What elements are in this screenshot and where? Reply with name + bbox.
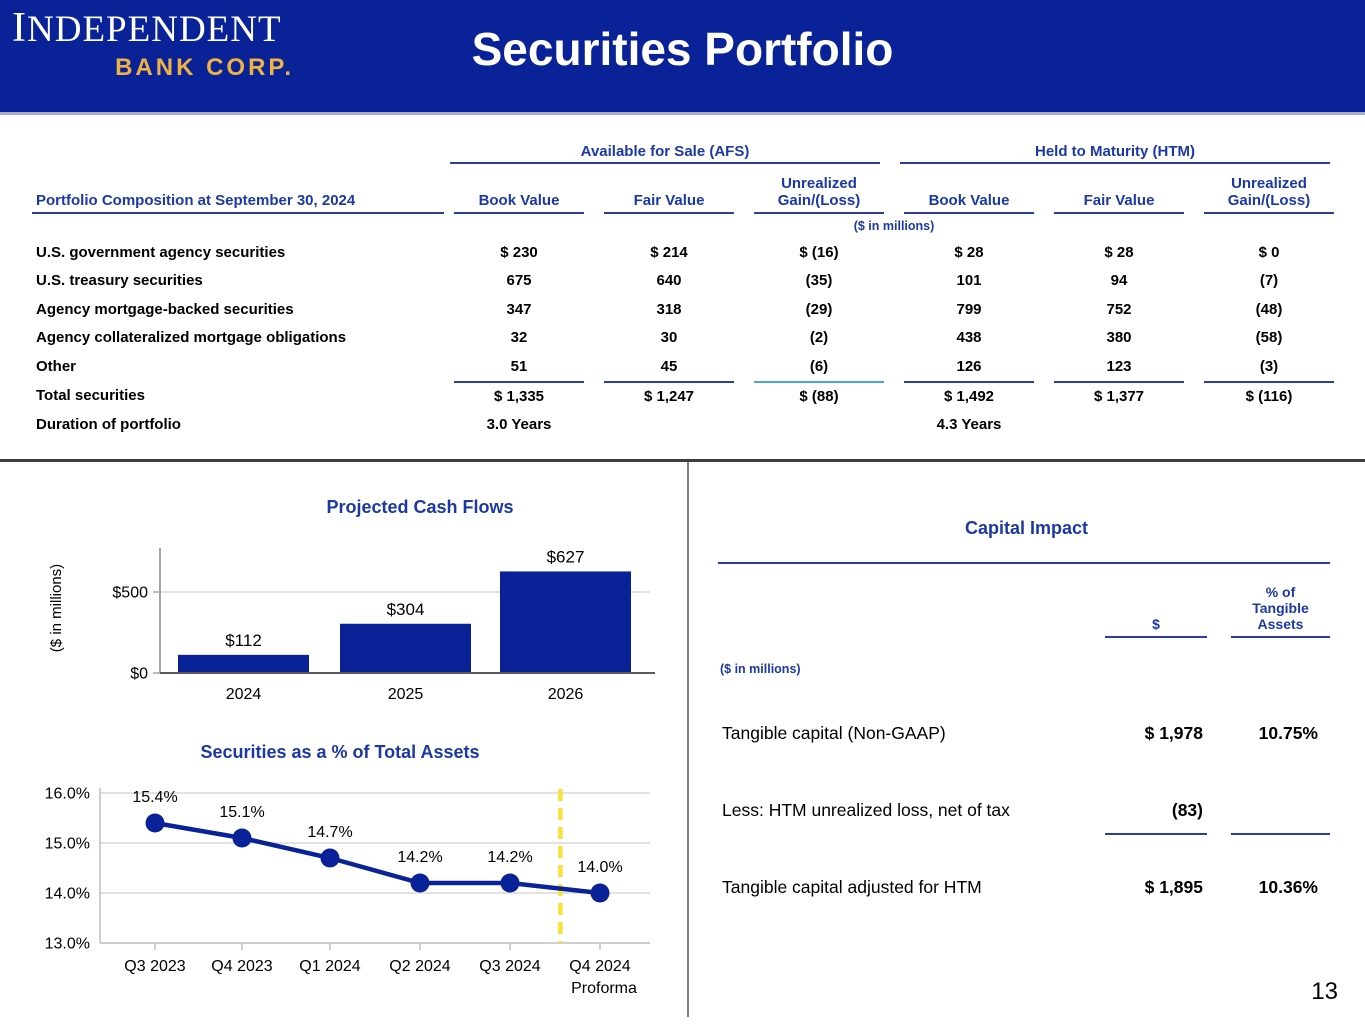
bar-chart-canvas (30, 523, 685, 718)
cell-value: $ 230 (500, 243, 538, 261)
capital-subtotal-rule-pct (1231, 833, 1330, 835)
point-value-label: 14.2% (487, 849, 533, 866)
x-category-label: Q4 2023 (211, 958, 273, 975)
cell-value: 126 (956, 357, 982, 375)
cell-value: 30 (660, 329, 678, 347)
logo-initial: I (12, 5, 27, 51)
y-tick-label: $0 (130, 665, 148, 683)
capital-col-header-pct-text (1252, 584, 1309, 632)
spacer (744, 410, 894, 439)
cell-value: 640 (656, 272, 682, 290)
capital-row-pct: 10.36% (1258, 877, 1318, 897)
spacer (1194, 410, 1344, 439)
capital-row-label: Tangible capital adjusted for HTM (722, 877, 982, 897)
cell-value: 94 (1110, 272, 1128, 290)
col-header-htm-fair: Fair Value (1054, 164, 1184, 214)
total-value: $ (88) (754, 381, 884, 410)
cell-value: $ 28 (1104, 243, 1134, 261)
y-tick-label: 14.0% (44, 885, 90, 903)
cell-value: 51 (510, 357, 528, 375)
cell-value: (3) (1259, 357, 1279, 375)
cell-value: (29) (805, 300, 833, 318)
pct-line2: Tangible (1252, 600, 1309, 616)
point-value-label: 14.7% (307, 824, 353, 841)
cell-value: $ 0 (1258, 243, 1280, 261)
cell-value: 799 (956, 300, 982, 318)
x-category-label: Q3 2024 (479, 958, 541, 975)
cell-value: $ 214 (650, 243, 688, 261)
x-category-label: Q3 2023 (124, 958, 186, 975)
duration-afs: 3.0 Years (486, 415, 552, 433)
bar-value-label: $112 (225, 630, 262, 650)
col-header-afs-book: Book Value (454, 164, 584, 214)
total-value: $ 1,377 (1054, 381, 1184, 410)
col-header-htm-unreal: Unrealized Gain/(Loss) (1204, 164, 1334, 214)
portfolio-composition-table (32, 138, 1344, 439)
capital-impact-title: Capital Impact (964, 518, 1089, 538)
line-chart-canvas (30, 772, 685, 1024)
x-category-label: Q4 2024 (569, 958, 631, 975)
point-value-label: 14.2% (397, 849, 443, 866)
spacer (594, 410, 744, 439)
total-value: $ 1,335 (454, 381, 584, 410)
capital-top-rule (718, 562, 1330, 564)
series-line (155, 823, 600, 893)
spacer (32, 214, 444, 238)
y-tick-label: 15.0% (44, 835, 90, 853)
y-tick-label: 16.0% (44, 785, 90, 803)
bar-value-label: $627 (546, 547, 585, 567)
data-point-q2-2024 (411, 874, 430, 893)
data-point-q4-2024 (591, 884, 610, 903)
cell-value: (48) (1255, 300, 1283, 318)
cell-value: 123 (1106, 357, 1132, 375)
x-category-label: 2026 (547, 686, 584, 703)
cell-value: 438 (956, 329, 982, 347)
cell-value: (6) (809, 357, 829, 375)
data-point-q4-2023 (233, 829, 252, 848)
row-label: Agency collateralized mortgage obligations (36, 329, 347, 347)
col-header-afs-fair: Fair Value (604, 164, 734, 214)
spacer (1044, 410, 1194, 439)
cell-value: 675 (506, 272, 532, 290)
projected-cash-flows-chart (30, 495, 685, 725)
capital-impact-panel (688, 462, 1365, 1022)
capital-row-dollar: (83) (1171, 800, 1203, 820)
pct-line3: Assets (1257, 616, 1304, 632)
cell-value: 380 (1106, 329, 1132, 347)
y-tick-label: $500 (112, 584, 148, 602)
row-label: U.S. treasury securities (36, 272, 203, 290)
page-title: Securities Portfolio (471, 23, 894, 75)
x-category-sublabel: Proforma (571, 980, 637, 997)
duration-row-label: Duration of portfolio (36, 415, 181, 433)
spacer (32, 138, 444, 164)
x-category-label: Q2 2024 (389, 958, 451, 975)
bar-chart-y-axis-label: ($ in millions) (48, 563, 65, 653)
logo-rest: NDEPENDENT (27, 9, 282, 50)
capital-units-note: ($ in millions) (720, 662, 801, 676)
units-note: ($ in millions) (853, 219, 935, 233)
bar-value-label: $304 (386, 599, 425, 619)
header-band (0, 0, 1365, 115)
group-header-htm: Held to Maturity (HTM) (900, 143, 1330, 164)
securities-pct-assets-chart (30, 742, 685, 1024)
total-value: $ 1,492 (904, 381, 1034, 410)
cell-value: 32 (510, 329, 528, 347)
data-point-q1-2024 (321, 849, 340, 868)
point-value-label: 15.1% (219, 804, 265, 821)
data-point-q3-2024 (501, 874, 520, 893)
capital-col-header-dollar: $ (1105, 582, 1207, 638)
cell-value: (58) (1255, 329, 1283, 347)
line-chart-title: Securities as a % of Total Assets (200, 742, 480, 762)
bar-2026 (500, 571, 631, 673)
pct-line1: % of (1265, 584, 1296, 600)
y-tick-label: 13.0% (44, 935, 90, 953)
capital-subtotal-rule-dollar (1105, 833, 1207, 835)
cell-value: 101 (956, 272, 982, 290)
bar-2025 (340, 624, 471, 673)
row-label: Agency mortgage-backed securities (36, 300, 294, 318)
x-category-label: 2024 (225, 686, 262, 703)
total-value: $ (116) (1204, 381, 1334, 410)
capital-row-pct: 10.75% (1258, 723, 1318, 743)
total-row-label: Total securities (36, 386, 145, 404)
bar-2024 (178, 655, 309, 673)
page-number: 13 (1311, 978, 1338, 1005)
row-label: U.S. government agency securities (36, 243, 286, 261)
row-label: Other (36, 357, 77, 375)
group-header-afs: Available for Sale (AFS) (450, 143, 880, 164)
cell-value: 347 (506, 300, 532, 318)
capital-row-dollar: $ 1,978 (1144, 723, 1203, 743)
cell-value: 752 (1106, 300, 1132, 318)
table-row-header: Portfolio Composition at September 30, 2024 (32, 164, 444, 214)
capital-row-label: Less: HTM unrealized loss, net of tax (722, 800, 1010, 820)
cell-value: $ 28 (954, 243, 984, 261)
capital-row-label: Tangible capital (Non-GAAP) (722, 723, 946, 743)
col-header-afs-unreal: Unrealized Gain/(Loss) (754, 164, 884, 214)
x-category-label: Q1 2024 (299, 958, 361, 975)
bar-chart-title: Projected Cash Flows (326, 497, 514, 517)
cell-value: 45 (660, 357, 678, 375)
logo-subtitle: BANK CORP. (115, 54, 294, 81)
data-point-q3-2023 (146, 814, 165, 833)
point-value-label: 14.0% (577, 859, 623, 876)
x-category-label: 2025 (387, 686, 424, 703)
total-value: $ 1,247 (604, 381, 734, 410)
capital-col-header-pct (1231, 582, 1330, 638)
capital-row-dollar: $ 1,895 (1144, 877, 1203, 897)
cell-value: (2) (809, 329, 829, 347)
cell-value: (7) (1259, 272, 1279, 290)
col-header-htm-book: Book Value (904, 164, 1034, 214)
cell-value: $ (16) (799, 243, 839, 261)
duration-htm: 4.3 Years (936, 415, 1002, 433)
point-value-label: 15.4% (132, 789, 178, 806)
cell-value: (35) (805, 272, 833, 290)
cell-value: 318 (656, 300, 682, 318)
